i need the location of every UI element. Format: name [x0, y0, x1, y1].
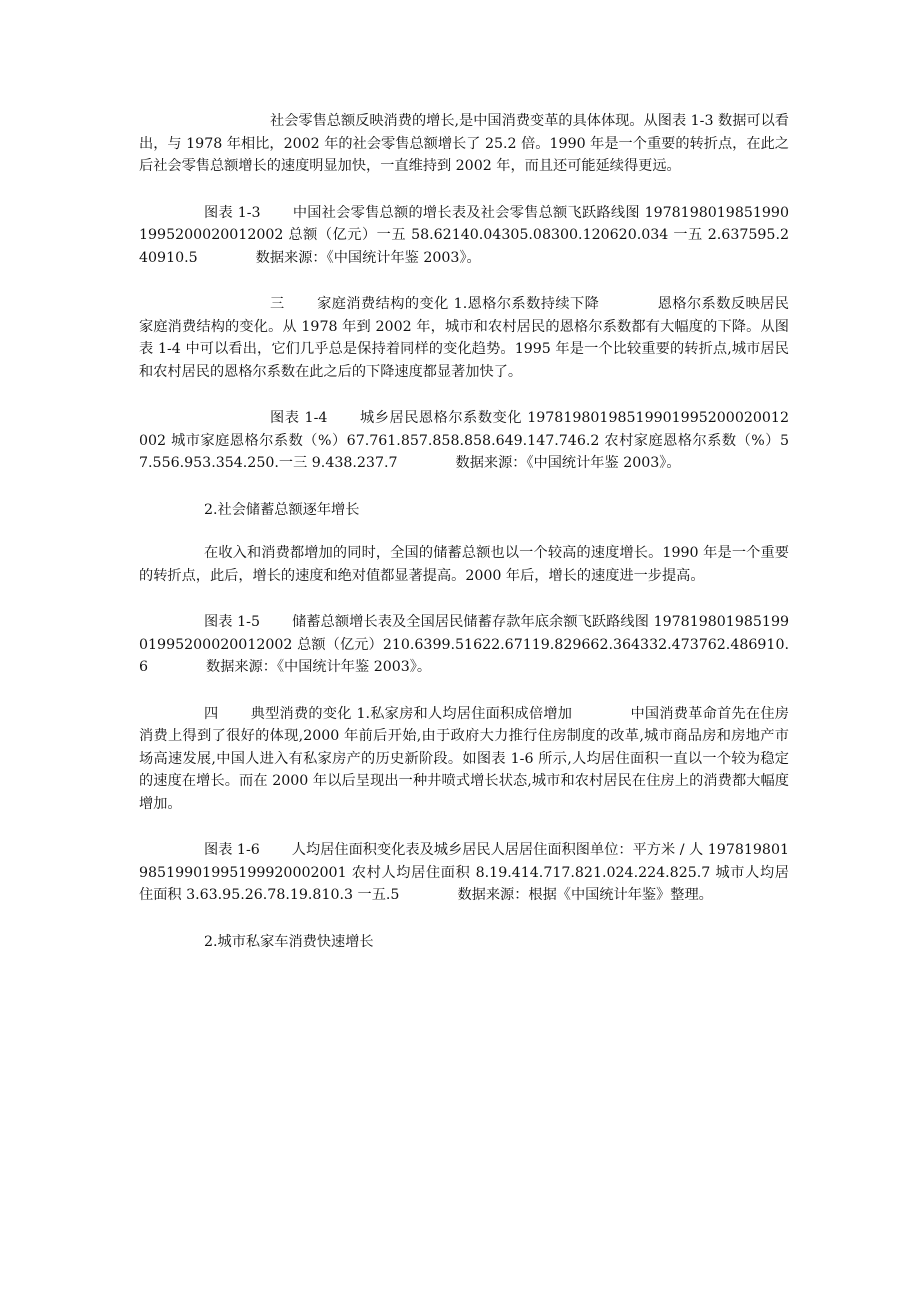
section-4-heading-paragraph	[139, 703, 789, 816]
figure-source: 数据来源：《中国统计年鉴 2003》。	[206, 659, 432, 675]
subsection-savings-heading	[139, 499, 789, 522]
section-3-heading-paragraph	[139, 293, 789, 383]
section-numeral: 三	[270, 296, 285, 312]
figure-data: 19781980198519901995200020012002 城市家庭恩格尔系数（%）67.761.857.858.858.649.147.746.2 农村家庭恩格尔系数（%）57.556.953.354.250.一三 9.438.237.7	[139, 410, 789, 471]
figure-label: 图表 1-5	[204, 614, 260, 630]
section-numeral: 四	[204, 705, 219, 722]
subsection-heading: 2.社会储蓄总额逐年增长	[204, 501, 360, 518]
paragraph-text: 社会零售总额反映消费的增长,是中国消费变革的具体体现。从图表 1-3 数据可以看出，与 1978 年相比，2002 年的社会零售总额增长了 25.2 倍。1990 年是一个重要的转折点，在此之后社会零售总额增长的速度明显加快，一直维持到 2002 年，而且还可能延续得更远。	[139, 113, 789, 174]
paragraph-retail-intro	[139, 110, 789, 178]
subsection-car-heading	[139, 931, 789, 954]
section-heading: 家庭消费结构的变化 1.恩格尔系数持续下降	[316, 296, 600, 312]
figure-1-3-caption	[139, 202, 789, 270]
document-page	[139, 110, 789, 977]
figure-1-6-caption	[139, 839, 789, 907]
figure-label: 图表 1-4	[270, 410, 328, 426]
figure-title: 城乡居民恩格尔系数变化	[359, 410, 523, 426]
figure-1-5-caption	[139, 611, 789, 679]
paragraph-text: 中国消费革命首先在住房消费上得到了很好的体现,2000 年前后开始,由于政府大力推行住房制度的改革,城市商品房和房地产市场高速发展,中国人进入有私家房产的历史新阶段。如图表 1-6 所示,人均居住面积一直以一个较为稳定的速度在增长。而在 2000 年以后呈现出一种井喷式增长状态,城市和农村居民在住房上的消费都大幅度增加。	[139, 705, 789, 812]
figure-label: 图表 1-3	[204, 204, 261, 221]
figure-title: 储蓄总额增长表及全国居民储蓄存款年底余额飞跃路线图	[292, 614, 649, 630]
paragraph-savings	[139, 542, 789, 587]
figure-title: 中国社会零售总额的增长表及社会零售总额飞跃路线图	[292, 204, 640, 221]
figure-data: 19781980198519901995200020012002 总额（亿元）210.6399.51622.67119.829662.364332.473762.486910.6	[139, 614, 789, 675]
figure-label: 图表 1-6	[204, 842, 260, 858]
figure-data: 19781980198519901995199920002001 农村人均居住面积 8.19.414.717.821.024.224.825.7 城市人均居住面积 3.63.95.26.78.19.810.3 一五.5	[139, 842, 790, 903]
subsection-heading: 2.城市私家车消费快速增长	[204, 933, 374, 950]
figure-source: 数据来源：根据《中国统计年鉴》整理。	[457, 887, 713, 903]
figure-source: 数据来源：《中国统计年鉴 2003》。	[455, 455, 681, 471]
figure-source: 数据来源：《中国统计年鉴 2003》。	[255, 249, 481, 266]
figure-title: 人均居住面积变化表及城乡居民人居居住面积图单位：平方米 / 人	[291, 842, 704, 858]
figure-1-4-caption	[139, 407, 789, 475]
paragraph-text: 恩格尔系数反映居民家庭消费结构的变化。从 1978 年到 2002 年，城市和农村居民的恩格尔系数都有大幅度的下降。从图表 1-4 中可以看出，它们几乎总是保持着同样的变化趋势。1995 年是一个比较重要的转折点,城市居民和农村居民的恩格尔系数在此之后的下降速度都显著加快了。	[139, 296, 789, 380]
section-heading: 典型消费的变化 1.私家房和人均居住面积成倍增加	[250, 705, 573, 722]
figure-data: 19781980198519901995200020012002 总额（亿元）一五 58.62140.04305.08300.120620.034 一五 2.637595.240910.5	[139, 204, 789, 266]
paragraph-text: 在收入和消费都增加的同时，全国的储蓄总额也以一个较高的速度增长。1990 年是一个重要的转折点，此后，增长的速度和绝对值都显著提高。2000 年后，增长的速度进一步提高。	[139, 545, 789, 584]
